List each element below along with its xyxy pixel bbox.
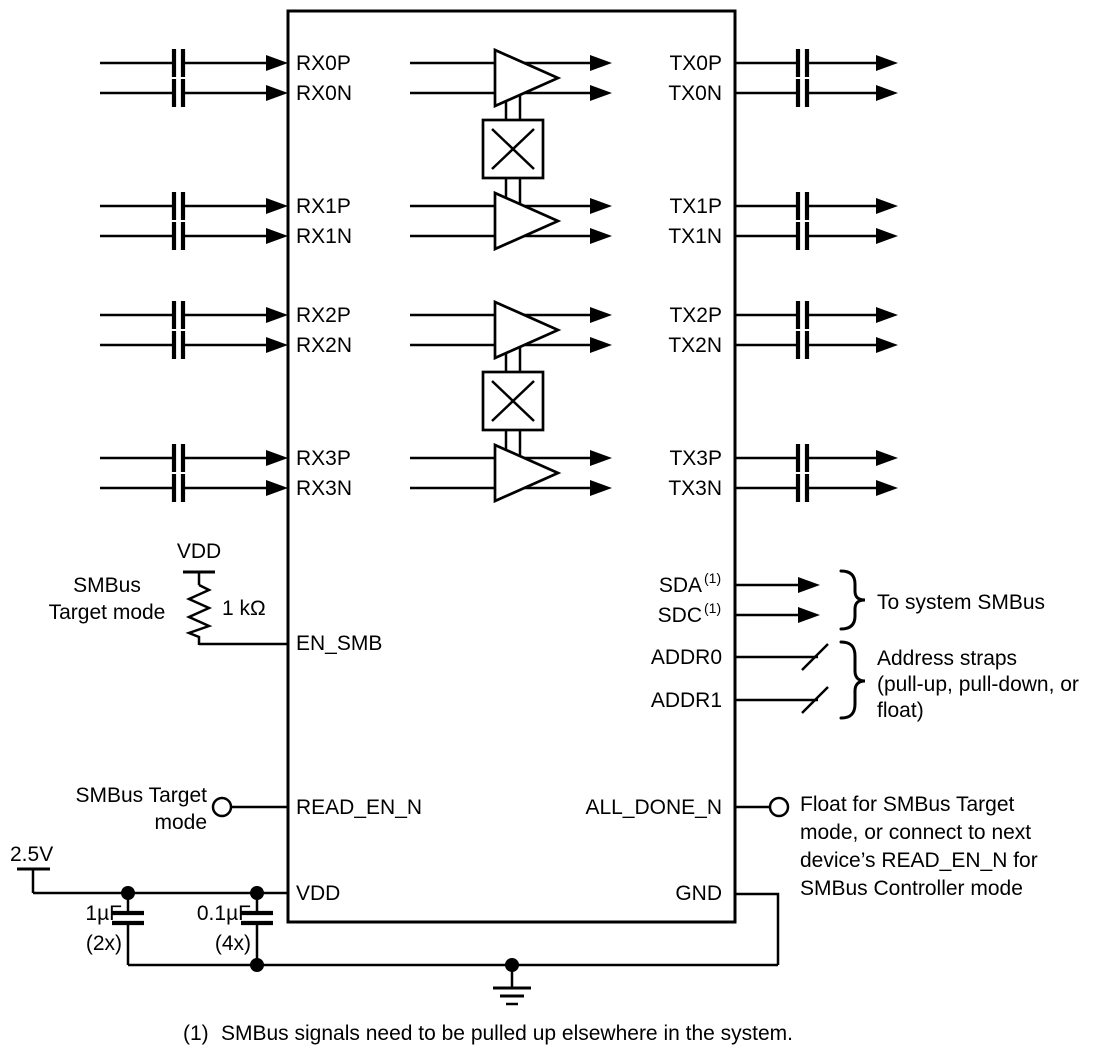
en-smb-pullup [49, 540, 288, 645]
pin-label-sda: SDA [658, 574, 702, 597]
smbus-output-section [735, 571, 1045, 629]
junction-dot [250, 958, 264, 972]
pin-label-tx0p: TX0P [669, 52, 722, 75]
smbus-target-mode-note-line2: Target mode [48, 601, 166, 624]
pin-label-rx3n: RX3N [296, 477, 353, 500]
rx1p-input-line [100, 192, 288, 220]
pin-label-gnd: GND [675, 882, 722, 905]
tx1n-output-line [735, 222, 898, 250]
tx2p-output-line [735, 301, 898, 329]
vdd-power-symbol [183, 572, 215, 585]
all-done-note-line2: mode, or connect to next [800, 821, 1032, 844]
footnote-text: SMBus signals need to be pulled up elsewhere in the system. [221, 1022, 793, 1045]
pullup-rail-label: VDD [176, 540, 222, 563]
address-straps-note-line2: (pull-up, pull-down, or [877, 673, 1079, 696]
pullup-resistor-value: 1 kΩ [222, 597, 266, 620]
footnote-marker: (1) [183, 1022, 209, 1045]
pin-label-rx2p: RX2P [296, 304, 351, 327]
sdc-footnote-superscript: (1) [704, 600, 722, 616]
pin-label-rx3p: RX3P [296, 447, 351, 470]
all-done-note-line3: device’s READ_EN_N for [800, 849, 1038, 872]
bypass-cap-count: (4x) [214, 932, 251, 955]
all-done-note-line1: Float for SMBus Target [800, 793, 1015, 816]
pin-label-addr0: ADDR0 [650, 646, 722, 669]
rx0n-input-line [100, 79, 288, 107]
pin-label-tx0n: TX0N [668, 82, 722, 105]
gnd-pin-wire [735, 894, 778, 965]
read-en-note-line2: mode [154, 811, 207, 834]
rx2n-input-line [100, 331, 288, 359]
pin-label-vdd: VDD [296, 882, 341, 905]
pin-label-tx1n: TX1N [668, 225, 722, 248]
sda-arrow [798, 577, 820, 593]
pin-label-all-done-n: ALL_DONE_N [585, 796, 722, 819]
address-straps-note-line1: Address straps [877, 647, 1018, 670]
pin-label-read-en-n: READ_EN_N [296, 796, 423, 819]
pin-label-en-smb: EN_SMB [296, 632, 383, 655]
pin-label-rx1n: RX1N [296, 225, 353, 248]
bypass-cap-value: 0.1µF [196, 902, 251, 925]
tx2n-output-line [735, 331, 898, 359]
pin-label-tx2n: TX2N [668, 334, 722, 357]
rx3p-input-line [100, 444, 288, 472]
rx1n-input-line [100, 222, 288, 250]
pin-label-rx0p: RX0P [296, 52, 351, 75]
pin-label-rx1p: RX1P [296, 195, 351, 218]
supply-power-symbol [17, 869, 50, 893]
pin-label-tx3p: TX3P [669, 447, 722, 470]
pin-label-sdc: SDC [657, 604, 702, 627]
tx0n-output-line [735, 79, 898, 107]
to-system-smbus-note: To system SMBus [877, 591, 1046, 614]
ground-symbol [493, 965, 531, 1004]
bulk-cap-count: (2x) [85, 932, 122, 955]
address-strap-section [735, 642, 1079, 722]
pullup-resistor [189, 585, 209, 645]
address-straps-note-line3: float) [877, 699, 924, 722]
read-en-n-open-terminal [213, 798, 231, 816]
tx3n-output-line [735, 474, 898, 502]
sdc-arrow [798, 607, 820, 623]
smbus-target-mode-note-line1: SMBus [73, 574, 141, 597]
rx0p-input-line [100, 49, 288, 77]
address-straps-brace [841, 642, 865, 718]
smbus-brace [841, 571, 865, 629]
sda-footnote-superscript: (1) [704, 570, 722, 586]
supply-voltage-label: 2.5V [10, 843, 54, 866]
all-done-n-open-terminal [770, 798, 788, 816]
rx3n-input-line [100, 474, 288, 502]
tx3p-output-line [735, 444, 898, 472]
tx1p-output-line [735, 192, 898, 220]
tx0p-output-line [735, 49, 898, 77]
pin-label-tx3n: TX3N [668, 477, 722, 500]
pin-label-rx0n: RX0N [296, 82, 353, 105]
all-done-n-section [735, 793, 1038, 900]
all-done-note-line4: SMBus Controller mode [800, 877, 1023, 900]
read-en-note-line1: SMBus Target [75, 784, 207, 807]
read-en-n-input [75, 784, 288, 834]
pin-label-rx2n: RX2N [296, 334, 353, 357]
bulk-cap-value: 1µF [85, 902, 122, 925]
pin-label-tx2p: TX2P [669, 304, 722, 327]
pin-label-tx1p: TX1P [669, 195, 722, 218]
pin-label-addr1: ADDR1 [650, 689, 722, 712]
rx2p-input-line [100, 301, 288, 329]
